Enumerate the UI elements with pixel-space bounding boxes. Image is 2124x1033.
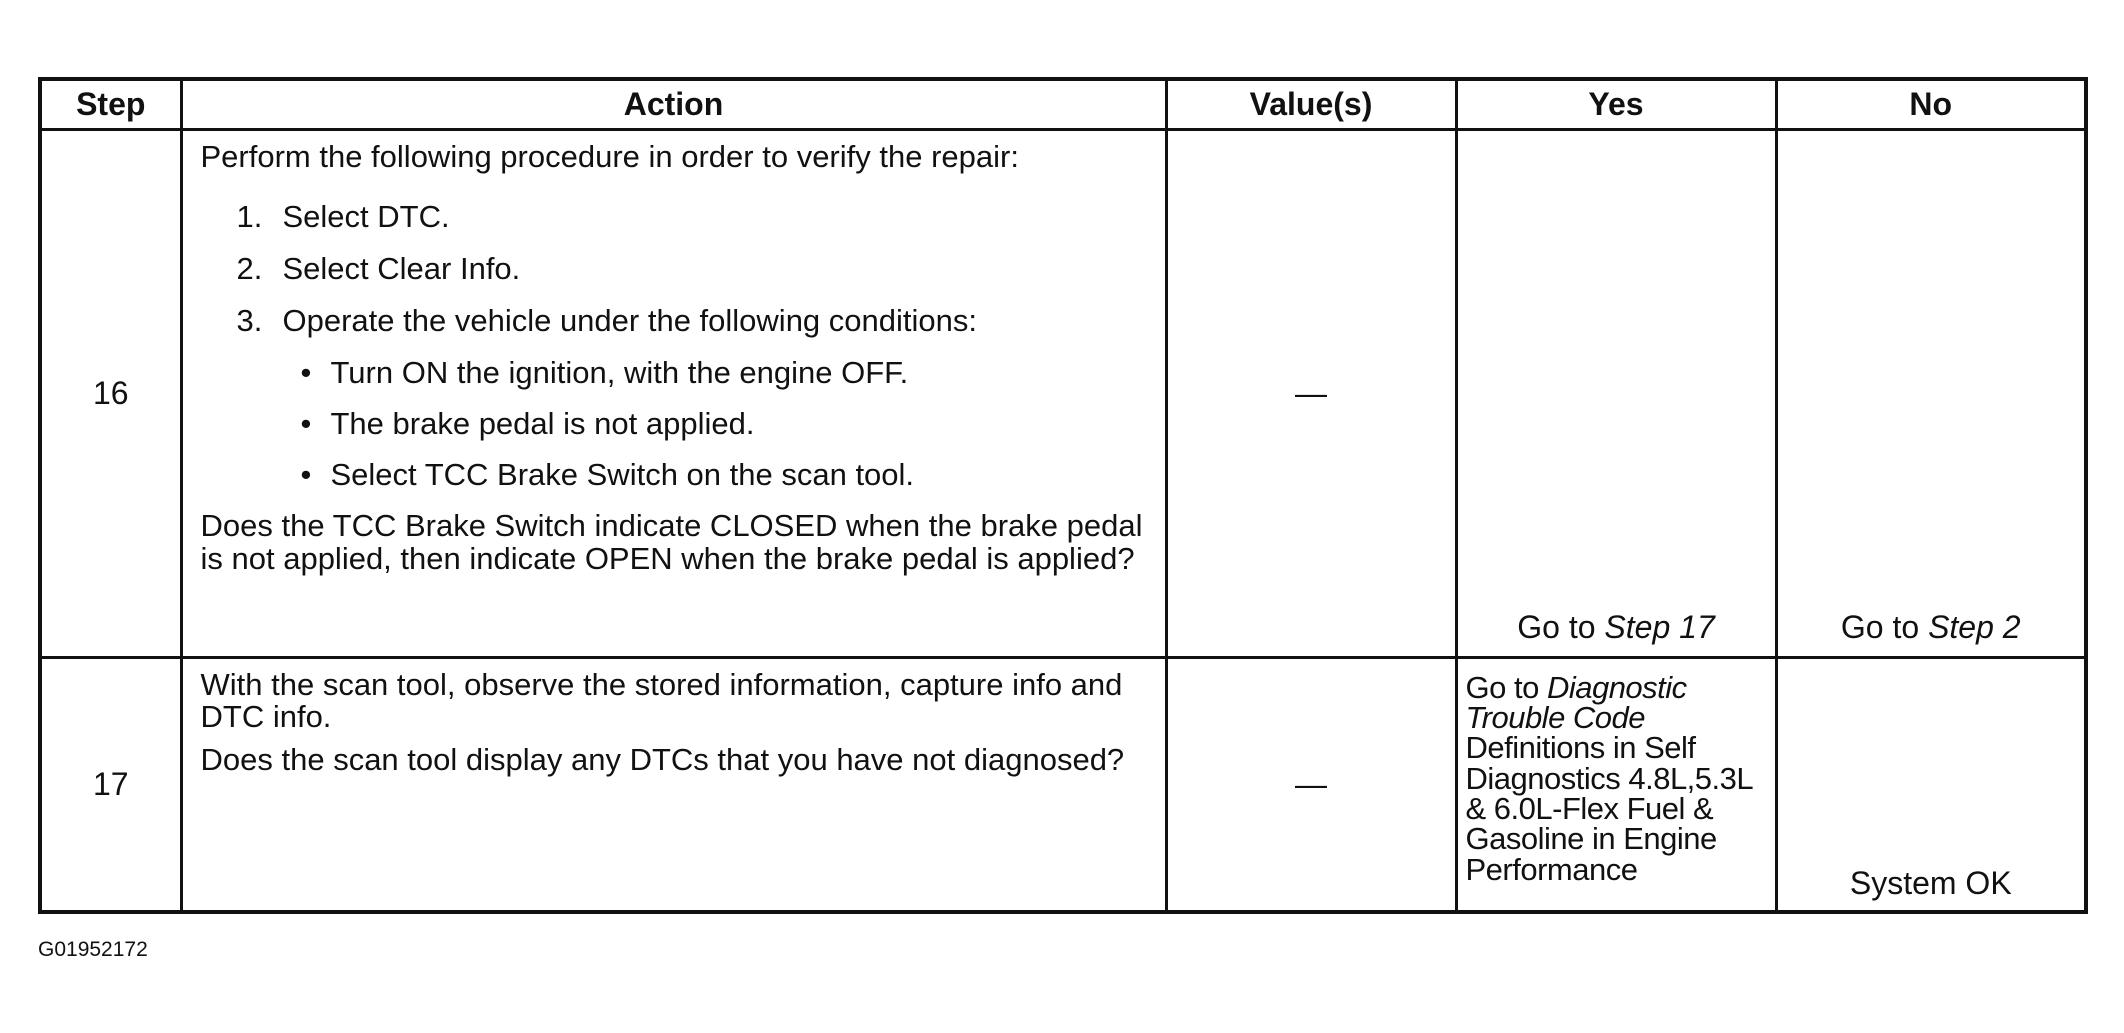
- table-row-step-16: [40, 129, 2086, 657]
- action-cell: [181, 657, 1166, 912]
- action-cell: [181, 129, 1166, 657]
- step-number: 17: [40, 657, 181, 912]
- list-item-text: Select DTC.: [282, 199, 450, 235]
- header-action: Action: [181, 79, 1166, 129]
- no-cell: [1776, 129, 2086, 657]
- list-item: [201, 191, 1151, 243]
- goto-rest: Definitions in Self Diagnostics 4.8L,5.3L & 6.0L-Flex Fuel & Gasoline in Engine Performance: [1465, 730, 1752, 887]
- bullet-icon: •: [300, 457, 312, 493]
- bullet-item: [201, 347, 1151, 398]
- list-item-number: 2.: [236, 251, 263, 287]
- action-text: With the scan tool, observe the stored information, capture info and DTC info.: [200, 666, 1123, 735]
- list-item: [201, 243, 1151, 295]
- table-row-step-17: [40, 657, 2086, 912]
- yes-cell: [1456, 657, 1776, 912]
- diagnostic-table: [38, 77, 2088, 914]
- list-item: [201, 295, 1151, 347]
- header-values: Value(s): [1166, 79, 1456, 129]
- bullet-text: Turn ON the ignition, with the engine OFF.: [330, 355, 909, 391]
- step-number: 16: [40, 129, 181, 657]
- action-intro: Perform the following procedure in order to verify the repair:: [200, 138, 1019, 174]
- goto-step-17-link[interactable]: Step 17: [1604, 608, 1715, 645]
- yes-cell: [1456, 129, 1776, 657]
- header-yes: Yes: [1456, 79, 1776, 129]
- action-question: Does the scan tool display any DTCs that you have not diagnosed?: [200, 741, 1125, 777]
- header-row: [40, 79, 2086, 129]
- value-cell: —: [1166, 129, 1456, 657]
- goto-step-2-link[interactable]: Step 2: [1928, 608, 2021, 645]
- list-item-number: 3.: [236, 303, 263, 339]
- list-item-text: Operate the vehicle under the following conditions:: [282, 303, 977, 339]
- bullet-text: The brake pedal is not applied.: [330, 406, 755, 442]
- list-item-number: 1.: [236, 199, 263, 235]
- figure-id: G01952172: [38, 938, 148, 961]
- goto-text: [1465, 669, 1767, 887]
- no-cell: System OK: [1776, 657, 2086, 912]
- goto-prefix: Go to: [1840, 608, 1929, 645]
- bullet-item: [201, 398, 1151, 449]
- bullet-icon: •: [300, 355, 312, 391]
- value-cell: —: [1166, 657, 1456, 912]
- goto-prefix: Go to: [1517, 608, 1605, 645]
- bullet-text: Select TCC Brake Switch on the scan tool.: [330, 457, 915, 493]
- action-question: Does the TCC Brake Switch indicate CLOSED when the brake pedal is not applied, then indicate OPEN when the brake pedal is applied?: [200, 508, 1143, 576]
- bullet-item: [201, 449, 1151, 500]
- list-item-text: Select Clear Info.: [282, 251, 521, 287]
- diagnostic-trouble-code-link[interactable]: Diagnostic Trouble Code: [1465, 669, 1687, 735]
- header-no: No: [1776, 79, 2086, 129]
- header-step: Step: [40, 79, 181, 129]
- bullet-icon: •: [300, 406, 312, 442]
- goto-prefix: Go to: [1465, 669, 1547, 705]
- procedure-list: [201, 191, 1151, 500]
